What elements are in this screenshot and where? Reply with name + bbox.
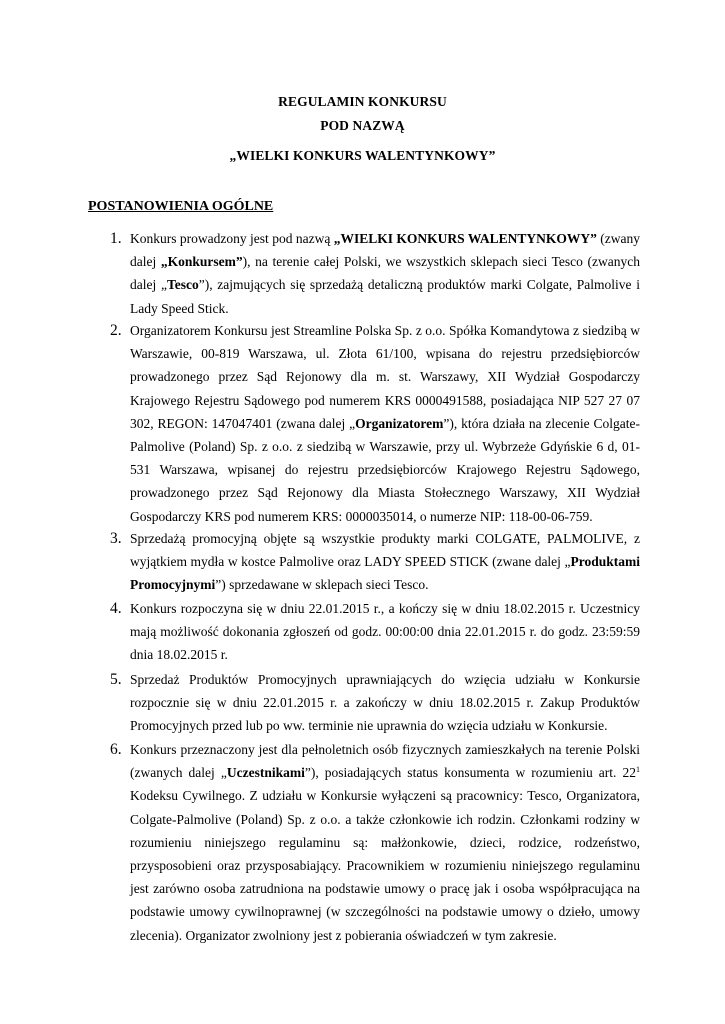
- text-run: Konkurs rozpoczyna się w dniu 22.01.2015 r., a kończy się w dniu 18.02.2015 r. Uczestnicy mają możliwość dokonania zgłoszeń od godz. 00:00:00 dnia 22.01.2015 r. do godz. 23:59:59 dnia 18.02.2015 r.: [130, 601, 640, 663]
- bold-term: Organizatorem: [355, 415, 444, 431]
- text-run: Organizatorem Konkursu jest Streamline Polska Sp. z o.o. Spółka Komandytowa z siedzibą w Warszawie, 00-819 Warszawa, ul. Złota 61/100, wpisana do rejestru przedsiębiorców prowadzonego przez Sąd Rejonowy dla m. st. Warszawy, XII Wydział Gospodarczy Krajowego Rejestru Sądowego pod numerem KRS 0000491588, posiadająca NIP 527 27 07 302, REGON: 147047401 (zwana dalej „: [130, 323, 640, 431]
- item-number: 3.: [110, 530, 122, 547]
- superscript: 1: [636, 765, 640, 775]
- item-text: [130, 319, 640, 528]
- text-run: ”), posiadających status konsumenta w rozumieniu art. 22: [304, 765, 636, 781]
- text-run: Konkurs prowadzony jest pod nazwą: [130, 231, 334, 246]
- text-run: ”) sprzedawane w sklepach sieci Tesco.: [215, 577, 429, 593]
- bold-term: „WIELKI KONKURS WALENTYNKOWY”: [333, 231, 597, 246]
- doc-subtitle: POD NAZWĄ: [320, 118, 405, 133]
- contest-name: „WIELKI KONKURS WALENTYNKOWY”: [229, 148, 496, 163]
- bold-term: „Konkursem”: [160, 254, 243, 270]
- text-run: ), na terenie całej Polski, we wszystkich sklepach sieci Tesco (zwanych dalej „: [130, 254, 640, 293]
- item-text: [130, 227, 640, 320]
- item-text: [130, 597, 640, 667]
- section-heading: POSTANOWIENIA OGÓLNE: [88, 199, 274, 214]
- item-number: 4.: [110, 600, 122, 617]
- item-number: 6.: [110, 741, 122, 758]
- text-run: ”), zajmujących się sprzedażą detaliczną produktów marki Colgate, Palmolive i Lady Speed Stick.: [130, 277, 640, 316]
- text-run: ”), która działa na zlecenie Colgate-Palmolive (Poland) Sp. z o.o. z siedzibą w Warszawie, przy ul. Wybrzeże Gdyńskie 6 d, 01-531 Warszawa, wpisanej do rejestru przedsiębiorców Krajowego Rejestru Sądowego, prowadzonego przez Sąd Rejonowy dla Miasta Stołecznego Warszawy, XII Wydział Gospodarczy KRS pod numerem KRS: 0000035014, o numerze NIP: 118-00-06-759.: [130, 415, 640, 524]
- item-text: [130, 668, 640, 738]
- item-text: [130, 738, 640, 947]
- item-number: 2.: [110, 322, 122, 339]
- text-run: (zwany dalej: [130, 231, 641, 270]
- bold-term: Tesco: [166, 277, 199, 293]
- doc-title: REGULAMIN KONKURSU: [278, 94, 447, 109]
- bold-term: Produktami Promocyjnymi: [130, 554, 640, 593]
- bold-term: Uczestnikami: [226, 765, 305, 781]
- item-number: 5.: [110, 671, 122, 688]
- text-run: Sprzedażą promocyjną objęte są wszystkie produkty marki COLGATE, PALMOLIVE, z wyjątkiem mydła w kostce Palmolive oraz LADY SPEED STICK (zwane dalej „: [130, 531, 640, 570]
- text-run: Kodeksu Cywilnego. Z udziału w Konkursie wyłączeni są pracownicy: Tesco, Organizatora, Colgate-Palmolive (Poland) Sp. z o.o. a także członkowie ich rodzin. Członkami rodziny w rozumieniu niniejszego regulaminu są: małżonkowie, dzieci, rodzice, rodzeństwo, przysposobieni oraz przysposabiający. Pracownikiem w rozumieniu niniejszego regulaminu jest zarówno osoba zatrudniona na podstawie umowy o pracę jak i osoba współpracująca na podstawie umowy cywilnoprawnej (w szczególności na podstawie umowy o dzieło, umowy zlecenia). Organizator zwolniony jest z pobierania oświadczeń w tym zakresie.: [130, 788, 640, 943]
- text-run: Konkurs przeznaczony jest dla pełnoletnich osób fizycznych zamieszkałych na terenie Polski (zwanych dalej „: [130, 742, 640, 781]
- item-number: 1.: [110, 230, 122, 247]
- item-text: [130, 527, 640, 597]
- text-run: Sprzedaż Produktów Promocyjnych uprawniających do wzięcia udziału w Konkursie rozpocznie się w dniu 22.01.2015 r. a zakończy w dniu 18.02.2015 r. Zakup Produktów Promocyjnych przed lub po ww. terminie nie uprawnia do wzięcia udziału w Konkursie.: [130, 672, 640, 734]
